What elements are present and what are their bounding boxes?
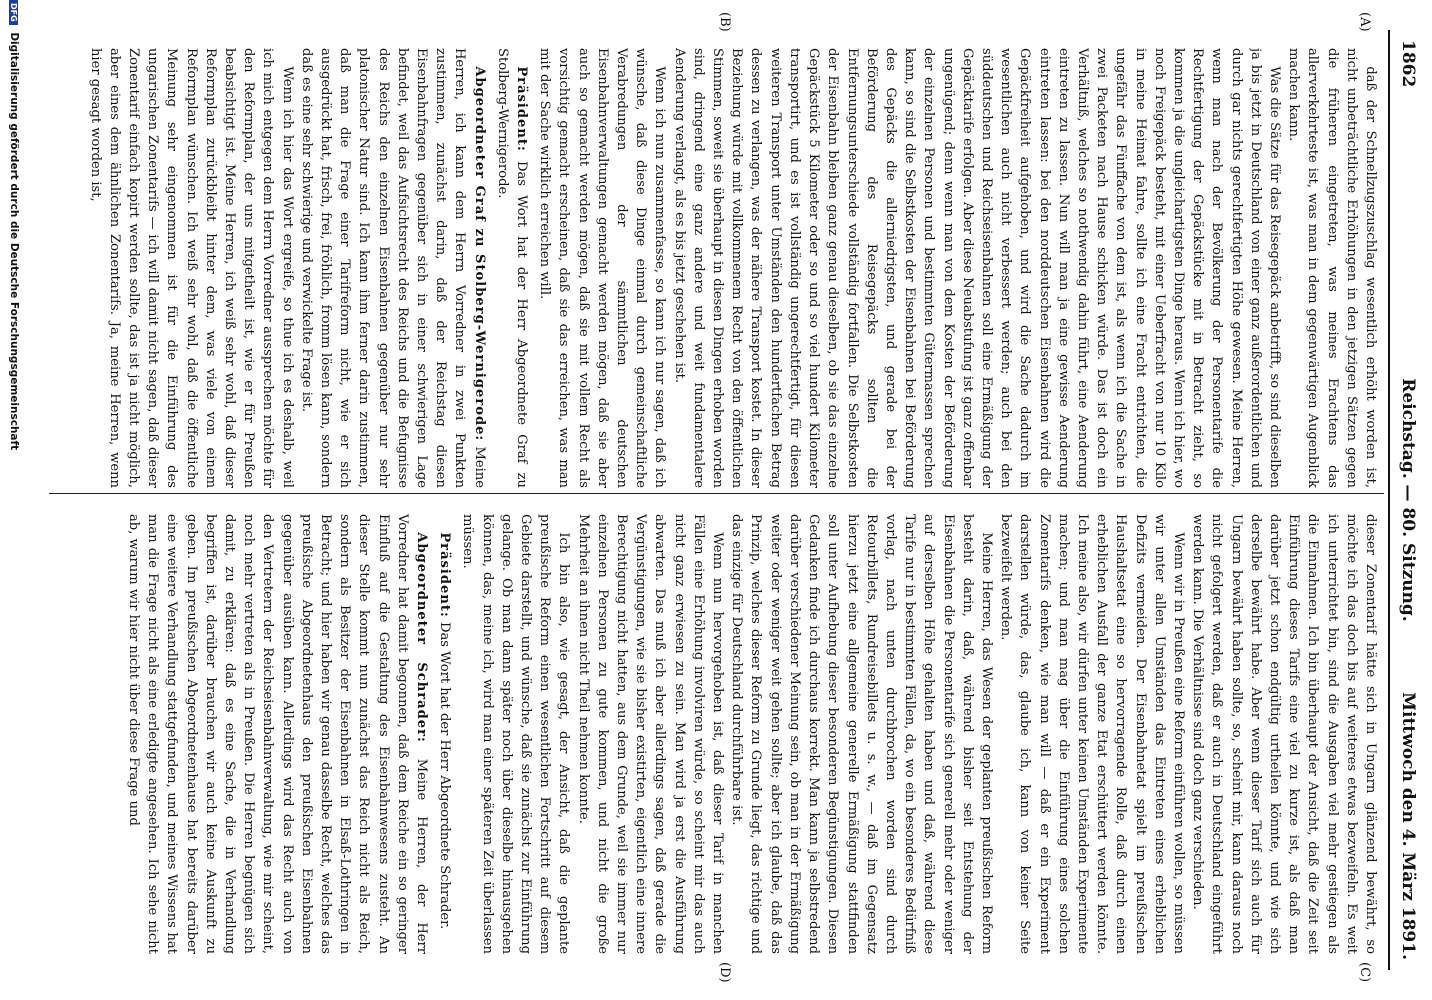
digitization-caption: Digitalisierung gefördert durch die Deutsche Forschungsgemeinschaft: [8, 32, 20, 451]
paragraph: dieser Zonentarif hätte sich in Ungarn glänzend bewährt, so möchte ich das doch bis auf weiteres etwas bezweifeln. Es weit ich unterrichtet bin, sind die Ausgaben viel mehr gestiegen als die Einnahmen. Ich bin überhaupt der Ansicht, daß die Zeit seit Einführung dieses Tarifs eine viel zu kurze ist, als daß man darüber jetzt schon endgültig urtheilen könnte, und wie sich derselbe bewährt habe. Aber wenn dieser Tarif sich auch für Ungarn bewährt haben sollte, so, scheint mir, kann daraus noch nicht gefolgert werden, daß er auch in Deutschland eingeführt werden kann. Die Verhältnisse sind doch ganz verschieden.: [1190, 514, 1378, 954]
margin-letter-d: (D): [717, 962, 732, 983]
speaker-paragraph: Abgeordneter Schrader: Meine Herren, der Herr Vorredner hat damit begonnen, daß dem Reiche ein so geringer Einfluß auf die Gestaltung des Eisenbahnwesens zusteht. An dieser Stelle kommt nun zunächst das Reich nicht als Reich, sondern als Besitzer der Eisenbahnen in Elsaß-Lothringen in Betracht; und hier haben wir genau dasselbe Recht, welches das preußische Abgeordnetenhaus den preußischen Eisenbahnen gegenüber ausüben kann. Allerdings wird das Recht auch von den Vertretern der Reichseisenbahnverwaltung, wie mir scheint, noch mehr vertreten als in Preußen. Die Herren begnügen sich damit, zu erklären: daß es eine Sache, die in Verhandlung begriffen ist, darüber brauchen wir auch keine Auskunft zu geben. Im preußischen Abgeordnetenhause hat bereits darüber eine weitere Verhandlung stattgefunden, und meines Wissens hat man die Frage nicht als eine erledigte angesehen. Ich sehe nicht ab, warum wir hier nicht über diese Frage und: [126, 514, 430, 954]
paragraph: Wenn ich nun zusammenfasse, so kann ich nur sagen, daß ich wünsche, daß diese Dinge einmal durch gemeinschaftliche Verabredungen der sämmtlichen deutschen Eisenbahnverwaltungen gemacht werden mögen, daß sie aber auch so gemacht werden mögen, daß sie mit vollem Recht als vorsichtig gemacht erscheinen, daß sie das erreichen, was man mit der Sache wirklich erreichen will.: [537, 48, 668, 488]
right-column: [50, 514, 1380, 954]
paragraph: Was die Sätze für das Reisegepäck anbetrifft, so sind dieselben ja bis jetzt in Deutschland von einer ganz außerordentlichen und durch gar nichts gerechtfertigten Höhe gewesen. Meine Herren, wenn man nach der Bevölkerung der Personentarife die Rechtfertigung der Gepäckstücke mit in Betracht zieht, so kommen ja die ungleichartigsten Dinge heraus. Wenn ich hier, wo noch Freigepäck besteht, mit einer Ueberfracht von nur 10 Kilo in meine Heimat fahre, sollte ich eine Fracht entrichten, die ungefähr das Fünffache von dem ist, als wenn ich die Sache in zwei Packeten nach Hause schicken würde. Das ist doch ein Verhältniß, welches so nothwendig dahin führt, eine Aenderung eintreten zu lassen. Nun will man ja eine gewisse Aenderung eintreten lassen: bei den norddeutschen Eisenbahnen wird die Gepäckfreiheit aufgehoben, und wird die Sache dadurch im wesentlichen auch nicht verbessert werden; auch bei den süddeutschen und Reichseisenbahnen soll eine Ermäßigung der Gepäcktarife erfolgen. Aber diese Neuabstufung ist ganz offenbar ungenügend; denn wenn man von dem Kosten der Beförderung der einzelnen Personen und bestimmten Gütermassen sprechen kann, so sind die Selbstkosten der Eisenbahnen bei Beförderung des Gepäcks die allerniedrigsten, und gerade bei der Beförderung des Reisegepäcks sollten die Entfernungsunterschiede vollständig fortfallen. Die Selbstkosten der Eisenbahn bleiben ganz genau dieselben, ob sie das einzelne Gepäckstück 5 Kilometer oder so und so viel hundert Kilometer transportirt, und es ist vollständig ungerechtfertigt, für diesen weiteren Transport unter Umständen den hundertfachen Betrag dessen zu verlangen, was der nähere Transport kostet. In dieser Beziehung würde mit vollkommenem Recht von den öffentlichen Stimmen, soweit sie überhaupt in diesen Dingen erhoben worden sind, dringend eine ganz andere und weit fundamentalere Aenderung verlangt, als es bis jetzt geschehen ist.: [671, 48, 1282, 488]
speaker-name: Präsident:: [437, 532, 453, 618]
speaker-name: Präsident:: [514, 66, 530, 152]
paragraph: Wenn wir in Preußen eine Reform einführen wollen, so müssen wir unter allen Umständen das Eintreten eines erheblichen Defizits vermeiden. Der Eisenbahnetat spielt im preußischen Haushaltsetat eine so hervorragende Rolle, daß durch einen erheblichen Ausfall der ganze Etat erschüttert werden könnte. Ich meine also, wir dürfen unter keinen Umständen Experimente machen; und man mag über die Einführung eines solchen Zonentarifs denken, wie man will — daß er ein Experiment darstellen würde, das, glaube ich, kann von keiner Seite bezweifelt werden.: [998, 514, 1186, 954]
speaker-paragraph: Präsident: Das Wort hat der Herr Abgeordnete Schrader.: [437, 532, 453, 930]
digitization-credit: [0, 0, 20, 1000]
speaker-paragraph: Abgeordneter Graf zu Stolberg-Wernigerode: Meine Herren, ich kann dem Herrn Vorredner in zwei Punkten zustimmen, zunächst darin, daß der Reichstag diesen Eisenbahnfragen gegenüber sich in einer schwierigen Lage befindet, weil das Aufsichtsrecht des Reichs und die Befugnisse des Reichs den einzelnen Eisenbahnen gegenüber nur sehr platonischer Natur sind. Ich kann ihm ferner darin zustimmen, daß man die Frage einer Tarifreform nicht, wie er sich ausgedrückt hat, frisch, frei, fröhlich, fromm lösen kann, sondern daß es eine sehr schwierige und verwickelte Frage ist.: [298, 48, 487, 488]
header-rule: [1388, 30, 1390, 970]
page-number: 1862: [1398, 40, 1418, 88]
speaker-name: Abgeordneter Graf zu Stolberg-Wernigerode:: [471, 66, 487, 442]
running-head: [1390, 40, 1424, 960]
left-column: [50, 48, 1380, 488]
column-divider: [49, 493, 1384, 494]
paragraph: Wenn nun hervorgehoben ist, daß dieser Tarif in manchen Fällen eine Erhöhung involviren würde, so scheint mir das auch nicht ganz erwiesen zu sein. Man wird ja erst die Ausführung abwarten. Das muß ich aber allerdings sagen, daß gerade die Vergünstigungen, wie sie bisher existirten, eigentlich eine innere Berechtigung nicht hatten, aus dem Grunde, weil sie immer nur einzelnen Personen zu gute kommen, und nicht die große Mehrheit an ihnen nicht Theil nehmen konnte.: [575, 514, 726, 954]
dfg-logo: DFG: [10, 0, 19, 25]
margin-letter-a: (A): [1357, 12, 1372, 32]
paragraph: Ich bin also, wie gesagt, der Ansicht, daß die geplante preußische Reform einen wesentlichen Fortschritt auf diesem Gebiete darstellt, und wünsche, daß sie zunächst zur Einführung gelange. Ob man dann später noch über dieselbe hinausgehen können, das, meine ich, wird man einer späteren Zeit überlassen müssen.: [460, 514, 572, 954]
paragraph: Meine Herren, das Wesen der geplanten preußischen Reform besteht darin, daß, während bisher seit Entstehung der Eisenbahnen die Personentarife sich generell mehr oder weniger auf derselben Höhe gehalten haben und daß, während diese Tarife nur in bestimmten Fällen, da, wo ein besonderes Bedürfniß vorlag, nach unten durchbrochen worden sind durch Retourbillets, Rundreisebillets u. s. w., — daß im Gegensatz hierzu jetzt eine allgemeine generelle Ermäßigung stattfinden soll unter Aufhebung dieser besonderen Begünstigungen. Diesen Gedanken finde ich durchaus korrekt. Man kann ja selbstredend darüber verschiedener Meinung sein, ob man in der Ermäßigung weiter oder weniger weit gehen sollte; aber ich glaube, daß das Prinzip, welches dieser Reform zu Grunde liegt, das richtige und das einzige für Deutschland durchführbare ist.: [729, 514, 994, 954]
session-title: Reichstag. — 80. Sitzung.: [1398, 378, 1418, 622]
session-date: Mittwoch den 4. März 1891.: [1398, 692, 1418, 960]
margin-letter-b: (B): [717, 12, 732, 32]
margin-letter-c: (C): [1357, 962, 1372, 983]
paragraph: Wenn ich hier das Wort ergreife, so thue ich es deshalb, weil ich mich entgegen dem Herrn Vorredner aussprechen möchte für den Reformplan, der uns mitgetheilt ist, wie er für Preußen beabsichtigt ist. Meine Herren, ich weiß sehr wohl, daß dieser Reformplan zurückbleibt hinter dem, was viele von einem Reformplan wünschen. Ich weiß sehr wohl, daß die öffentliche Meinung sehr eingenommen ist für die Einführung des ungarischen Zonentarifs — ich will damit nicht sagen, daß dieser Zonentarif einfach kopirt werden sollte, das ist ja nicht möglich, aber eines dem ähnlichen Zonentarifs. Ja, meine Herren, wenn hier gesagt worden ist,: [87, 48, 295, 488]
speaker-name: Abgeordneter Schrader:: [414, 532, 430, 743]
speaker-paragraph: Präsident: Das Wort hat der Herr Abgeordnete Graf zu Stolberg-Wernigerode.: [494, 48, 530, 488]
paragraph: daß der Schnellzugszuschlag wesentlich erhöht worden ist, nicht unbeträchtliche Erhöhungen in den jetzigen Sätzen gegen die früheren eingetreten, was meines Erachtens das allerverkehrteste ist, was man in dem gegenwärtigen Augenblick machen kann.: [1286, 48, 1378, 488]
